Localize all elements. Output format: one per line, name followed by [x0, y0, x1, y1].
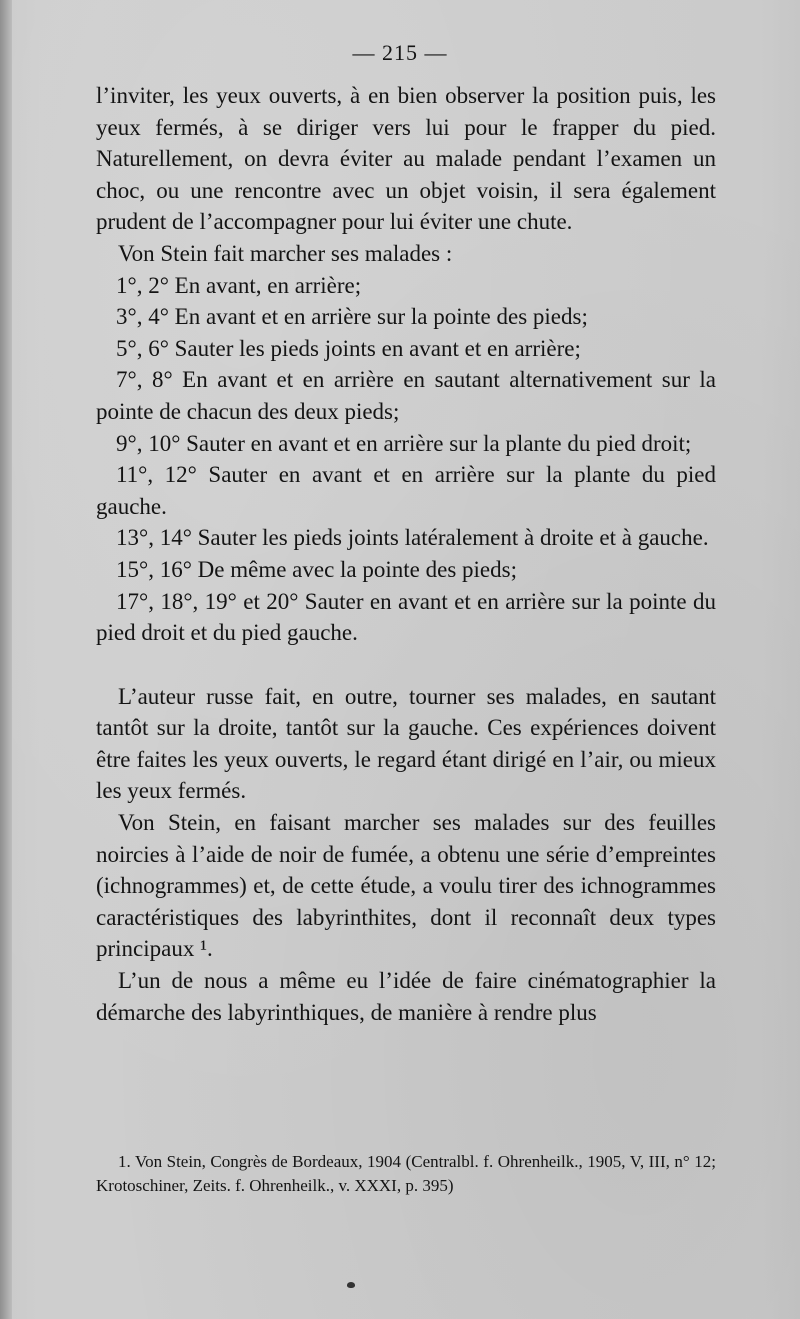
- body-text: [96, 80, 716, 1028]
- page-gutter-shadow: [0, 0, 12, 1319]
- list-item: 11°, 12° Sauter en avant et en arrière sur la plante du pied gauche.: [96, 462, 716, 519]
- footnote: 1. Von Stein, Congrès de Bordeaux, 1904 (Centralbl. f. Ohrenheilk., 1905, V, III, n° 12; Krotoschiner, Zeits. f. Ohrenheilk., v. XXXI, p. 395): [96, 1152, 716, 1195]
- list-item: 15°, 16° De même avec la pointe des pieds;: [116, 556, 517, 582]
- list-item: 3°, 4° En avant et en arrière sur la pointe des pieds;: [116, 304, 588, 330]
- paragraph-continuation: l’inviter, les yeux ouverts, à en bien observer la position puis, les yeux fermés, à se diriger vers lui pour le frapper du pied. Naturellement, on devra éviter au malade pendant l’examen un choc, ou une rencontre avec un objet voisin, il sera également prudent de l’accompagner pour lui éviter une chute.: [96, 83, 716, 235]
- list-item: 7°, 8° En avant et en arrière en sautant alternativement sur la pointe de chacun des deux pieds;: [96, 367, 716, 424]
- page-number: — 215 —: [352, 40, 448, 65]
- list-item: 5°, 6° Sauter les pieds joints en avant et en arrière;: [116, 335, 581, 361]
- list-item: 1°, 2° En avant, en arrière;: [116, 272, 362, 298]
- paragraph-ichnogrammes: Von Stein, en faisant marcher ses malades sur des feuilles noircies à l’aide de noir de fumée, a obtenu une série d’empreintes (ichnogrammes) et, de cette étude, a voulu tirer des ichnogrammes caractéristiques des labyrinthites, dont il reconnaît deux types principaux ¹.: [96, 810, 716, 962]
- list-item: 13°, 14° Sauter les pieds joints latéralement à droite et à gauche.: [116, 525, 709, 551]
- paragraph-russian-author: L’auteur russe fait, en outre, tourner ses malades, en sautant tantôt sur la droite, tantôt sur la gauche. Ces expériences doivent être faites les yeux ouverts, le regard étant dirigé en l’air, ou mieux les yeux fermés.: [96, 683, 716, 804]
- list-item: 9°, 10° Sauter en avant et en arrière sur la plante du pied droit;: [116, 430, 692, 456]
- list-item: 17°, 18°, 19° et 20° Sauter en avant et en arrière sur la pointe du pied droit et du pied gauche.: [96, 588, 716, 646]
- ink-mark: [347, 1282, 355, 1288]
- paragraph-cinematographie: L’un de nous a même eu l’idée de faire cinématographier la démarche des labyrinthiques, de manière à rendre plus: [96, 968, 716, 1025]
- paragraph-intro: Von Stein fait marcher ses malades :: [118, 240, 453, 266]
